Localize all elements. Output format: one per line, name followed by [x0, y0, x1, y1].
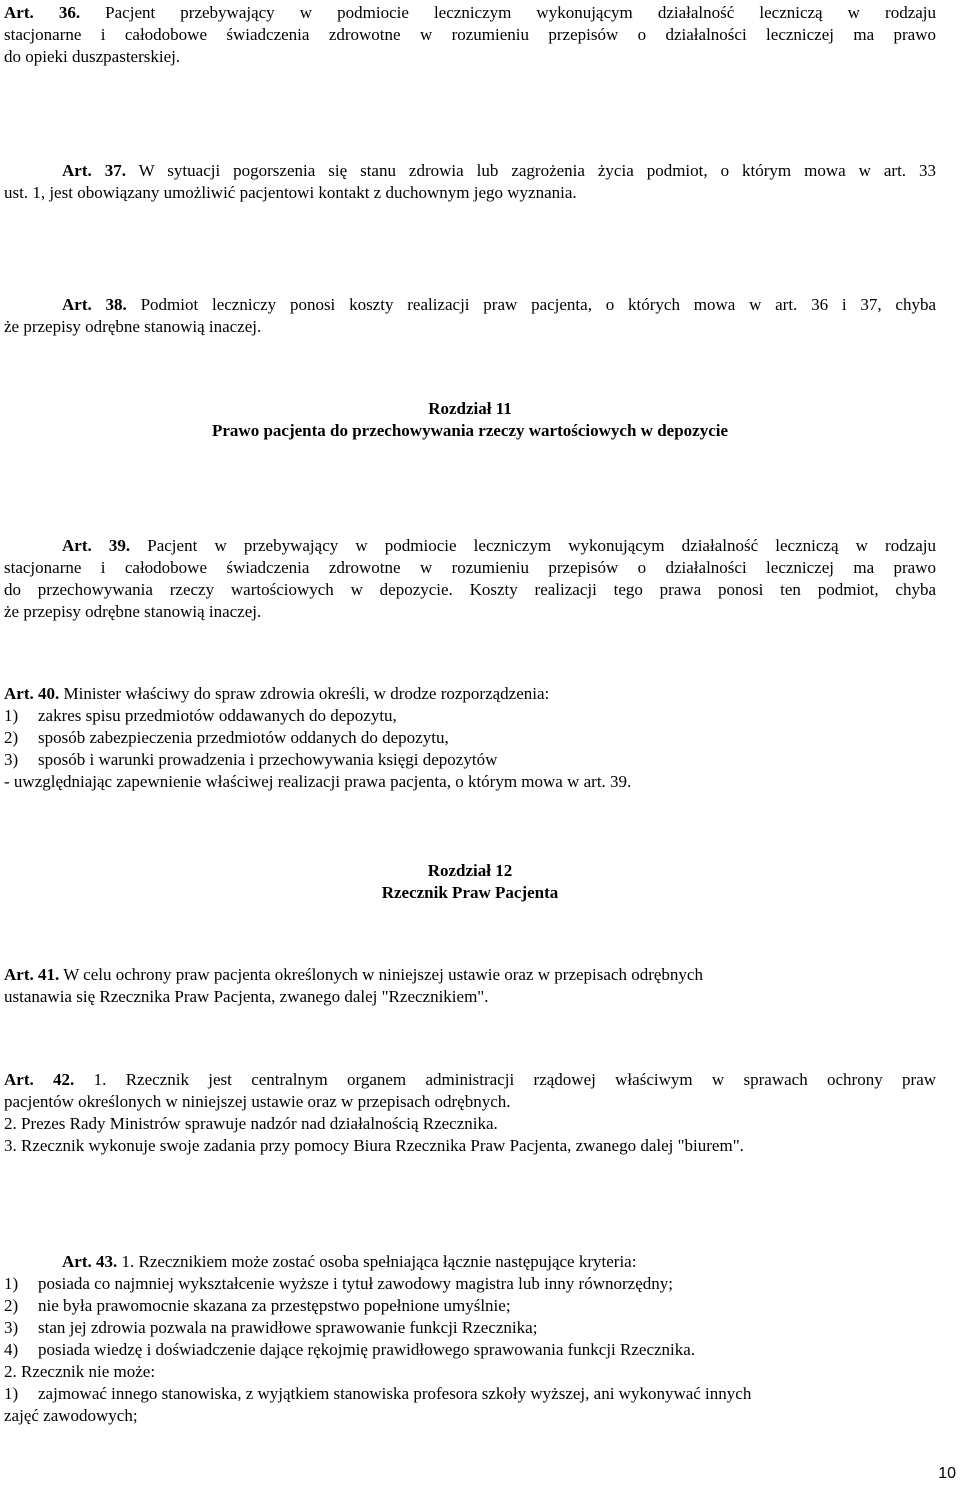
list-item: 1) zajmować innego stanowiska, z wyjątkiem stanowiska profesora szkoły wyższej, ani wykonywać innych [4, 1384, 752, 1403]
article-36-line-1: Art. 36. Pacjent przebywający w podmiocie leczniczym wykonującym działalność leczniczą w rodzaju [4, 3, 936, 22]
article-36-line-2: stacjonarne i całodobowe świadczenia zdrowotne w rozumieniu przepisów o działalności leczniczej ma prawo [4, 25, 936, 44]
list-item: 1) posiada co najmniej wykształcenie wyższe i tytuł zawodowy magistra lub inny równorzędny; [4, 1274, 673, 1293]
article-40 [4, 683, 936, 793]
chapter-number: Rozdział 12 [427, 861, 513, 880]
article-37-line-1: Art. 37. W sytuacji pogorszenia się stanu zdrowia lub zagrożenia życia podmiot, o którym mowa w art. 33 [62, 161, 936, 180]
article-42-line-2: pacjentów określonych w niniejszej ustawie oraz w przepisach odrębnych. [4, 1092, 511, 1111]
list-item: 3) stan jej zdrowia pozwala na prawidłowe sprawowanie funkcji Rzecznika; [4, 1318, 538, 1337]
article-41 [4, 964, 936, 1008]
article-43-paragraph-2: 2. Rzecznik nie może: [4, 1362, 156, 1381]
article-42 [4, 1069, 936, 1157]
article-42-paragraph-3: 3. Rzecznik wykonuje swoje zadania przy pomocy Biura Rzecznika Praw Pacjenta, zwanego dalej "biurem". [4, 1136, 744, 1155]
article-label: Art. 42. [4, 1070, 75, 1089]
chapter-11-heading [4, 398, 936, 442]
article-label: Art. 41. [4, 965, 60, 984]
article-38-line-1: Art. 38. Podmiot leczniczy ponosi koszty realizacji praw pacjenta, o których mowa w art. 36 i 37, chyba [62, 295, 936, 314]
article-39-line-4: że przepisy odrębne stanowią inaczej. [4, 602, 262, 621]
article-label: Art. 39. [62, 536, 131, 555]
list-item: 4) posiada wiedzę i doświadczenie dające rękojmię prawidłowego sprawowania funkcji Rzecznika. [4, 1340, 696, 1359]
list-item: 1) zakres spisu przedmiotów oddawanych do depozytu, [4, 706, 397, 725]
chapter-title: Prawo pacjenta do przechowywania rzeczy wartościowych w depozycie [211, 421, 729, 440]
article-label: Art. 37. [62, 161, 126, 180]
article-38-line-2: że przepisy odrębne stanowią inaczej. [4, 317, 262, 336]
article-42-line-1: Art. 42. 1. Rzecznik jest centralnym organem administracji rządowej właściwym w sprawach ochrony praw [4, 1070, 936, 1089]
article-41-line-1: Art. 41. W celu ochrony praw pacjenta określonych w niniejszej ustawie oraz w przepisach odrębnych [4, 965, 703, 984]
chapter-number: Rozdział 11 [428, 399, 512, 418]
page-number: 10 [938, 1465, 956, 1482]
chapter-title: Rzecznik Praw Pacjenta [381, 883, 559, 902]
article-36 [4, 2, 936, 68]
article-37 [4, 160, 936, 204]
article-36-line-3: do opieki duszpasterskiej. [4, 47, 181, 66]
article-40-closing: - uwzględniając zapewnienie właściwej realizacji prawa pacjenta, o którym mowa w art. 39. [4, 772, 632, 791]
article-label: Art. 38. [62, 295, 127, 314]
article-43-intro: Art. 43. 1. Rzecznikiem może zostać osoba spełniająca łącznie następujące kryteria: [62, 1252, 637, 1271]
list-item: 3) sposób i warunki prowadzenia i przechowywania księgi depozytów [4, 750, 498, 769]
article-37-line-2: ust. 1, jest obowiązany umożliwić pacjentowi kontakt z duchownym jego wyznania. [4, 183, 577, 202]
article-43-continuation: zajęć zawodowych; [4, 1406, 138, 1425]
article-43 [4, 1251, 936, 1427]
article-40-intro: Art. 40. Minister właściwy do spraw zdrowia określi, w drodze rozporządzenia: [4, 684, 550, 703]
article-39-line-3: do przechowywania rzeczy wartościowych w depozycie. Koszty realizacji tego prawa ponosi ten podmiot, chyba [4, 580, 936, 599]
article-42-paragraph-2: 2. Prezes Rady Ministrów sprawuje nadzór nad działalnością Rzecznika. [4, 1114, 498, 1133]
list-item: 2) sposób zabezpieczenia przedmiotów oddanych do depozytu, [4, 728, 449, 747]
article-39-line-2: stacjonarne i całodobowe świadczenia zdrowotne w rozumieniu przepisów o działalności leczniczej ma prawo [4, 558, 936, 577]
article-38 [4, 294, 936, 338]
article-39-line-1: Art. 39. Pacjent w przebywający w podmiocie leczniczym wykonującym działalność leczniczą w rodzaju [62, 536, 936, 555]
article-label: Art. 43. [62, 1252, 118, 1271]
list-item: 2) nie była prawomocnie skazana za przestępstwo popełnione umyślnie; [4, 1296, 511, 1315]
chapter-12-heading [4, 860, 936, 904]
article-label: Art. 40. [4, 684, 60, 703]
article-41-line-2: ustanawia się Rzecznika Praw Pacjenta, zwanego dalej "Rzecznikiem". [4, 987, 489, 1006]
article-39 [4, 535, 936, 623]
article-label: Art. 36. [4, 3, 81, 22]
